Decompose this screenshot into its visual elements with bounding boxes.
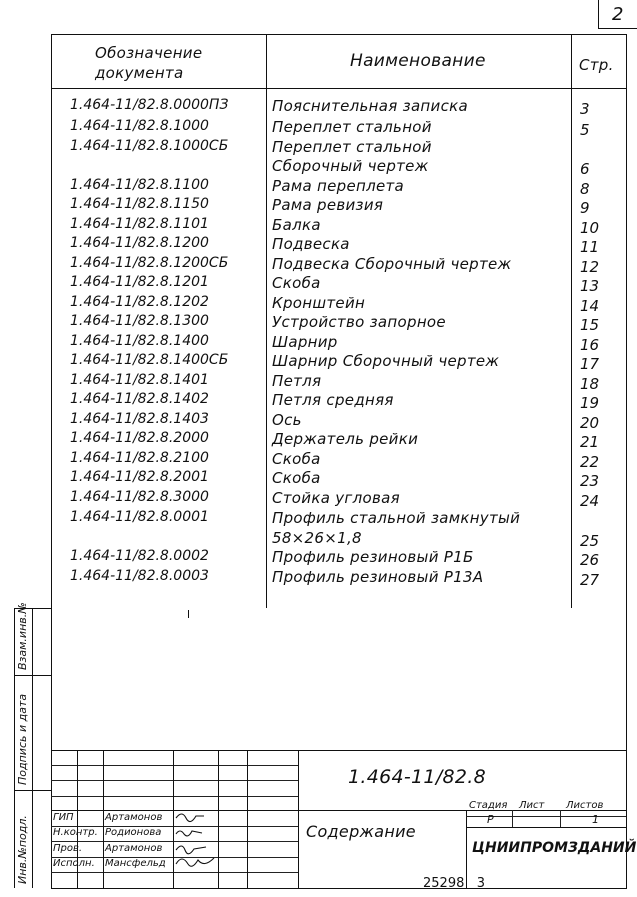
row-code: 1.464-11/82.8.0000ПЗ	[70, 97, 229, 113]
row-code: 1.464-11/82.8.1101	[70, 216, 209, 232]
frame-left	[51, 34, 52, 888]
stage-value: Р	[487, 813, 494, 826]
tb-stage-values-bottom	[466, 827, 626, 828]
footer-number: 25298 3	[423, 876, 486, 891]
side-strip-left	[14, 608, 15, 888]
role-person: Артамонов	[105, 812, 163, 823]
row-name: Скоба	[272, 274, 321, 292]
role-title: ГИП	[53, 812, 74, 823]
row-name: Сборочный чертеж	[272, 157, 429, 175]
side-label-sign-date: Подпись и дата	[16, 693, 29, 785]
row-code: 1.464-11/82.8.1201	[70, 274, 209, 290]
row-name: Скоба	[272, 469, 321, 487]
row-name: Переплет стальной	[272, 118, 432, 136]
row-page: 6	[580, 160, 590, 178]
row-page: 19	[580, 394, 600, 412]
row-page: 23	[580, 472, 600, 490]
row-code: 1.464-11/82.8.1200СБ	[70, 255, 229, 271]
tb-col-name	[103, 750, 104, 888]
col-divider-1	[266, 34, 267, 608]
sheet-value: 1	[592, 813, 599, 826]
row-name: Кронштейн	[272, 294, 366, 312]
row-name: Шарнир	[272, 333, 338, 351]
row-page: 27	[580, 571, 600, 589]
organization: ЦНИИПРОМЗДАНИЙ	[472, 840, 637, 856]
row-name: Шарнир Сборочный чертеж	[272, 352, 500, 370]
tb-grid-row3	[51, 796, 298, 797]
frame-top	[51, 34, 627, 35]
sheet-label: Лист	[519, 800, 545, 811]
row-code: 1.464-11/82.8.3000	[70, 489, 209, 505]
stray-mark	[188, 610, 189, 618]
row-name: Балка	[272, 216, 321, 234]
role-person: Артамонов	[105, 843, 163, 854]
tb-col-end	[247, 750, 248, 888]
side-strip-div1	[14, 675, 51, 676]
row-code: 1.464-11/82.8.1400	[70, 333, 209, 349]
side-label-inv-orig: Инв.№подл.	[16, 815, 29, 884]
frame-right	[626, 34, 627, 888]
row-page: 20	[580, 414, 600, 432]
tb-grid-row2	[51, 780, 298, 781]
row-page: 14	[580, 297, 600, 315]
tb-col-title	[298, 750, 299, 888]
row-name: Пояснительная записка	[272, 97, 468, 115]
row-code: 1.464-11/82.8.0001	[70, 509, 209, 525]
role-title: Н.контр.	[53, 827, 98, 838]
row-page: 11	[580, 238, 600, 256]
row-code: 1.464-11/82.8.1200	[70, 235, 209, 251]
row-name: Ось	[272, 411, 302, 429]
row-name: Подвеска	[272, 235, 350, 253]
row-page: 3	[580, 100, 590, 118]
row-code: 1.464-11/82.8.2100	[70, 450, 209, 466]
role-person: Мансфельд	[105, 858, 166, 869]
row-name: Подвеска Сборочный чертеж	[272, 255, 512, 273]
row-code: 1.464-11/82.8.1150	[70, 196, 209, 212]
role-person: Родионова	[105, 827, 162, 838]
row-name: Переплет стальной	[272, 138, 432, 156]
header-page: Стр.	[579, 56, 614, 74]
row-page: 13	[580, 277, 600, 295]
header-designation-line1: Обозначение	[95, 44, 203, 62]
row-code: 1.464-11/82.8.1202	[70, 294, 209, 310]
row-name: Рама ревизия	[272, 196, 384, 214]
row-code: 1.464-11/82.8.1100	[70, 177, 209, 193]
row-page: 5	[580, 121, 590, 139]
row-page: 12	[580, 258, 600, 276]
row-page: 9	[580, 199, 590, 217]
header-designation-line2: документа	[95, 64, 184, 82]
header-name: Наименование	[350, 51, 486, 71]
row-code: 1.464-11/82.8.1403	[70, 411, 209, 427]
sheets-label: Листов	[566, 800, 604, 811]
row-name: Профиль резиновый Р13А	[272, 568, 484, 586]
row-page: 18	[580, 375, 600, 393]
row-code: 1.464-11/82.8.1300	[70, 313, 209, 329]
signatures	[170, 808, 230, 886]
row-name: Рама переплета	[272, 177, 405, 195]
tb-grid-row1	[51, 765, 298, 766]
side-strip-div2	[14, 790, 51, 791]
row-name: Скоба	[272, 450, 321, 468]
sheet-number: 2	[612, 4, 624, 25]
tb-stage-div1	[512, 810, 513, 827]
row-code: 1.464-11/82.8.2000	[70, 430, 209, 446]
row-name: Профиль резиновый Р1Б	[272, 548, 474, 566]
row-page: 10	[580, 219, 600, 237]
row-name: Петля	[272, 372, 322, 390]
row-code: 1.464-11/82.8.1000	[70, 118, 209, 134]
row-name: Петля средняя	[272, 391, 394, 409]
row-page: 24	[580, 492, 600, 510]
row-code: 1.464-11/82.8.1402	[70, 391, 209, 407]
row-code: 1.464-11/82.8.1400СБ	[70, 352, 229, 368]
row-code: 1.464-11/82.8.1401	[70, 372, 209, 388]
role-title: Пров.	[53, 843, 83, 854]
side-strip-mid	[32, 608, 33, 888]
row-page: 17	[580, 355, 600, 373]
row-page: 25	[580, 532, 600, 550]
row-code: 1.464-11/82.8.1000СБ	[70, 138, 229, 154]
document-title: Содержание	[306, 822, 416, 841]
sheet-number-box-bottom	[598, 28, 637, 29]
row-page: 15	[580, 316, 600, 334]
row-name: Держатель рейки	[272, 430, 419, 448]
row-page: 8	[580, 180, 590, 198]
row-page: 22	[580, 453, 600, 471]
title-block-top	[51, 750, 627, 751]
tb-stage-div2	[560, 810, 561, 827]
frame-bottom	[51, 888, 627, 889]
col-divider-2	[571, 34, 572, 608]
role-title: Исполн.	[53, 858, 95, 869]
row-name: 58×26×1,8	[272, 529, 362, 547]
row-name: Устройство запорное	[272, 313, 446, 331]
row-code: 1.464-11/82.8.2001	[70, 469, 209, 485]
header-bottom-line	[51, 88, 627, 89]
row-name: Профиль стальной замкнутый	[272, 509, 521, 527]
row-name: Стойка угловая	[272, 489, 400, 507]
row-page: 16	[580, 336, 600, 354]
row-code: 1.464-11/82.8.0003	[70, 568, 209, 584]
sheet-number-box-left	[598, 0, 599, 28]
side-label-inv-repl: Взам.инв.№	[16, 602, 29, 670]
stage-label: Стадия	[469, 800, 508, 811]
row-code: 1.464-11/82.8.0002	[70, 548, 209, 564]
row-page: 21	[580, 433, 600, 451]
row-page: 26	[580, 551, 600, 569]
doc-code: 1.464-11/82.8	[348, 766, 487, 788]
